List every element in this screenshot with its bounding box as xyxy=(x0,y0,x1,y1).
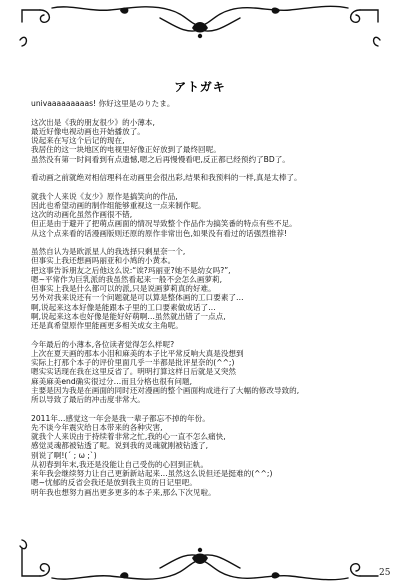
bottom-ornament-border xyxy=(0,528,400,588)
text-line: 这次的动画化虽然作画很不错, xyxy=(31,210,133,219)
text-line: 麻美麻美end确实很过分…而且分格也很有问题, xyxy=(31,376,192,386)
afterword-paragraph xyxy=(31,173,376,182)
text-line: 说起来在写这个后记的现在, xyxy=(31,136,125,145)
text-line: 2011年…感觉这一年会是我一辈子都忘不掉的年份。 xyxy=(31,413,210,423)
afterword-paragraph xyxy=(31,414,376,497)
text-line: 因此也希望动画的制作组能够重视这一点来制作呢。 xyxy=(31,200,206,210)
text-line: 啊,说起来这本好像是能跟本子里的工口要素做成话了… xyxy=(31,302,216,312)
afterword-paragraph xyxy=(31,118,376,164)
text-line: 别说了啊!(´ ; ω ;`) xyxy=(31,450,97,460)
text-line: 嗯实实话现在我在这里反省了。明明打算这样日后就是又突然 xyxy=(31,367,237,377)
text-line: 所以导致了最后的冲击度非常大。 xyxy=(31,395,145,404)
top-ornament-border xyxy=(0,0,400,60)
text-line: 最近好像电视动画也开始播放了。 xyxy=(31,126,145,136)
afterword-paragraph xyxy=(31,340,376,405)
text-line: 还是真希望原作里能画更多相关成女主角呢。 xyxy=(31,321,183,330)
afterword-title: アトガキ xyxy=(174,80,226,94)
afterword-paragraph xyxy=(31,247,376,330)
page-number: 25 xyxy=(379,568,391,578)
text-line: 但事实上我是什么都可以的派,只是说画萝莉真的好难。 xyxy=(31,284,216,293)
text-line: 先不谈今年震灾给日本带来的各种灾害, xyxy=(31,422,163,432)
text-line: 明年我也想努力画出更多更多的本子来,那么下次见啦。 xyxy=(31,487,216,497)
text-line: 上次在夏天画的那本小泪和麻美的本子比平常反响大真是没想到 xyxy=(31,348,244,358)
text-line: 就我个人来说由于持续着非常之忙,我的心一直不怎么痛快, xyxy=(31,432,226,441)
text-line: 来年我会继续努力让自己更新新站起来…虽然这么说但还是挺难的(^^;) xyxy=(31,469,273,478)
text-line: 就我个人来说《友少》原作是搞笑向的作品, xyxy=(31,191,178,201)
text-line: 但正是由于避开了把萌点画面的情况导致整个作品作为搞笑番的特点有些不足。 xyxy=(31,219,297,229)
text-line: 另外对我来说还有一个问题就是可以算是整体画的工口要素了… xyxy=(31,293,244,303)
text-line: 虽然自认为是欧派星人的我选择只剩星奈一个, xyxy=(31,247,186,256)
text-line: 实际上打那个本子的评价里面几乎一半都是批评星奈的(^^;) xyxy=(31,358,235,367)
text-line: 我居住的这一块地区的电视里好像正好放到了最终回呢。 xyxy=(31,145,221,155)
text-line: 嗯~平常作为巨乳派的我虽然看起来一般不会怎么画萝莉, xyxy=(31,274,223,284)
text-line: univaaaaaaaaas! 你好这里是のりたま。 xyxy=(31,99,175,108)
text-line: 把这事告诉朋友之后他这么说:“诶?玛丽亚?她不是幼女吗?”, xyxy=(31,265,231,275)
text-line: 主要是因为我是在画面的同时还对漫画的整个画面构成进行了大幅的修改导致的, xyxy=(31,385,300,395)
text-line: 看动画之前就绝对相信理科在动画里会很出彩,结果和我预料的一样,真是太棒了。 xyxy=(31,173,302,182)
text-line: 啊,说起来这本也好像是能好好萌啊…虽然就出错了一点点, xyxy=(31,311,226,321)
text-line: 感觉灵魂都被钻透了呢。说到我的灵魂就刚被钻透了, xyxy=(31,441,209,451)
text-line: 今年最后的小薄本,各位读者觉得怎么样呢? xyxy=(31,339,175,349)
afterword-paragraph xyxy=(31,192,376,238)
text-line: 但事实上我还想画吗丽亚和小鸠的小黄本。 xyxy=(31,256,176,266)
afterword-paragraph xyxy=(31,99,376,108)
text-line: 嗯~忧郁的反省会我还是放到我主页的日记里吧。 xyxy=(31,478,197,488)
text-line: 虽然没有第一时间看到有点遗憾,嗯之后再慢慢看吧,反正都已经预约了BD了。 xyxy=(31,154,290,164)
text-line: 这次出是《我的朋友很少》的小薄本, xyxy=(31,117,155,127)
title-banner xyxy=(0,76,400,95)
text-line: 从初春到年末,我还是没能让自己受伤的心回到正轨。 xyxy=(31,459,209,469)
text-line: 从这个点来看的话漫画版则还原的原作非常出色,如果没有看过的话强烈推荐! xyxy=(31,228,288,238)
afterword-body xyxy=(31,99,376,506)
